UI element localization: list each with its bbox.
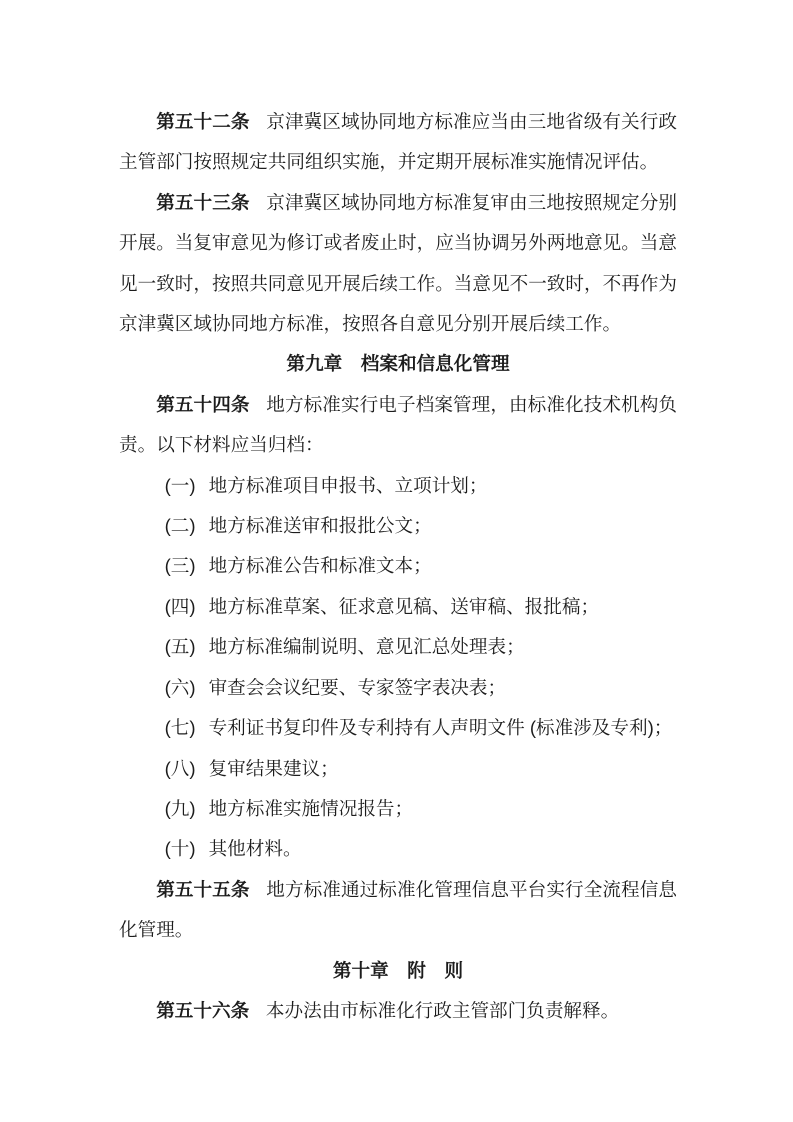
article-56-label: 第五十六条 [156, 999, 250, 1021]
article-54 [119, 385, 677, 466]
archive-item-4 [119, 587, 677, 627]
article-53-text: 京津冀区域协同地方标准复审由三地按照规定分别开展。当复审意见为修订或者废止时，应当协调另外两地意见。当意见一致时，按照共同意见开展后续工作。当意见不一致时，不再作为京津冀区域协同地方标准，按照各自意见分别开展后续工作。 [119, 191, 677, 335]
archive-item-5-text: 地方标准编制说明、意见汇总处理表； [208, 636, 525, 658]
archive-item-9-text: 地方标准实施情况报告； [208, 797, 414, 819]
archive-item-7-number: (七) [164, 717, 196, 739]
article-52-text: 京津冀区域协同地方标准应当由三地省级有关行政主管部门按照规定共同组织实施，并定期开展标准实施情况评估。 [119, 111, 677, 173]
article-56-text: 本办法由市标准化行政主管部门负责解释。 [265, 999, 620, 1021]
archive-item-7 [119, 708, 677, 748]
archive-item-3-number: (三) [164, 555, 196, 577]
article-52-label: 第五十二条 [156, 111, 250, 132]
archive-item-6 [119, 668, 677, 708]
archive-item-10 [119, 829, 677, 869]
article-52 [119, 102, 677, 183]
article-55-text: 地方标准通过标准化管理信息平台实行全流程信息化管理。 [119, 878, 677, 941]
archive-item-3 [119, 546, 677, 586]
chapter-9-heading: 第九章 档案和信息化管理 [286, 353, 510, 375]
archive-item-2-number: (二) [164, 515, 196, 537]
archive-item-9 [119, 789, 677, 829]
archive-item-10-number: (十) [164, 838, 196, 860]
article-53 [119, 183, 677, 345]
archive-item-6-number: (六) [164, 676, 196, 698]
archive-item-4-number: (四) [164, 595, 196, 617]
archive-item-8-number: (八) [164, 757, 196, 779]
article-56 [119, 991, 677, 1031]
archive-item-7-text: 专利证书复印件及专利持有人声明文件 (标准涉及专利)； [208, 717, 673, 739]
archive-item-5-number: (五) [164, 636, 196, 658]
article-54-label: 第五十四条 [156, 393, 250, 415]
archive-item-4-text: 地方标准草案、征求意见稿、送审稿、报批稿； [208, 595, 600, 617]
archive-item-9-number: (九) [164, 797, 196, 819]
article-54-text: 地方标准实行电子档案管理，由标准化技术机构负责。以下材料应当归档： [119, 393, 677, 456]
document-body [119, 102, 677, 1031]
article-55-label: 第五十五条 [156, 878, 250, 900]
archive-item-6-text: 审查会会议纪要、专家签字表决表； [208, 676, 507, 698]
archive-item-8-text: 复审结果建议； [208, 757, 339, 779]
archive-item-1-text: 地方标准项目申报书、立项计划； [208, 474, 488, 496]
article-55 [119, 870, 677, 951]
archive-item-2-text: 地方标准送审和报批公文； [208, 515, 432, 537]
archive-item-1 [119, 466, 677, 506]
archive-item-8 [119, 749, 677, 789]
chapter-10-heading: 第十章 附 则 [332, 959, 464, 981]
archive-item-5 [119, 627, 677, 667]
article-53-label: 第五十三条 [156, 191, 250, 213]
archive-item-10-text: 其他材料。 [208, 838, 302, 860]
archive-item-2 [119, 506, 677, 546]
archive-item-3-text: 地方标准公告和标准文本； [208, 555, 432, 577]
archive-item-1-number: (一) [164, 474, 196, 496]
